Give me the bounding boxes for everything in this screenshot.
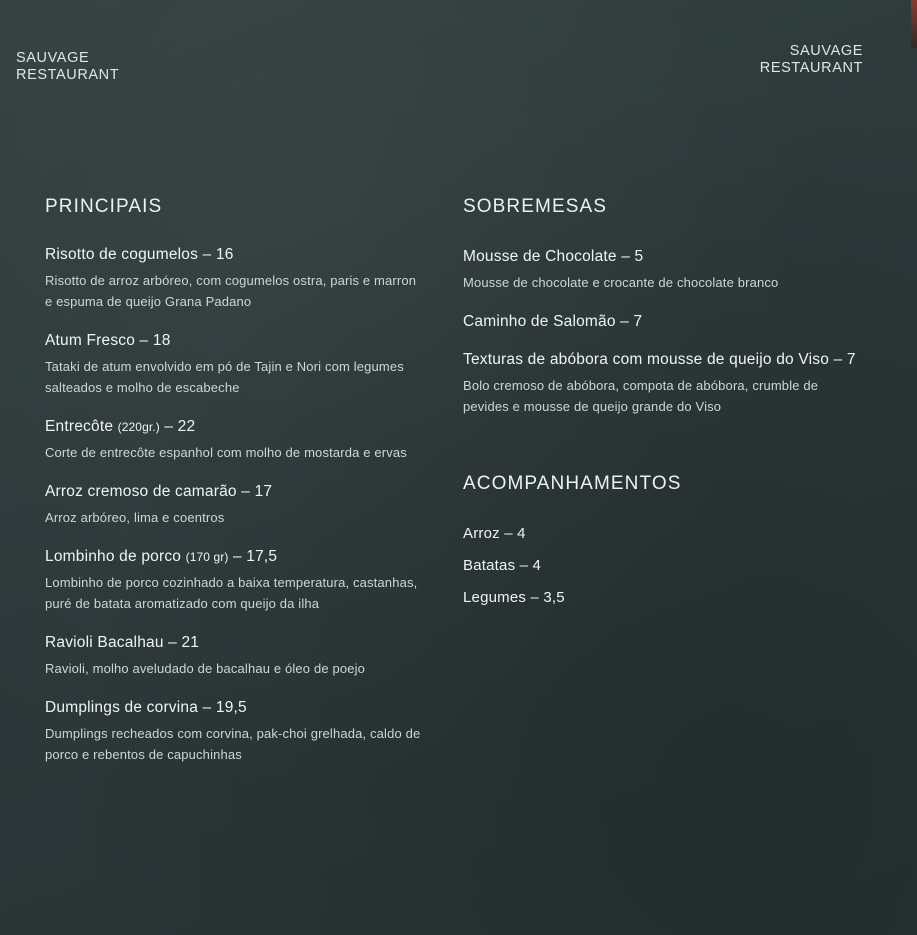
brand-line-1: SAUVAGE xyxy=(789,43,863,59)
menu-item xyxy=(45,483,435,528)
menu-item-name: Dumplings de corvina – 19,5 xyxy=(45,699,247,716)
brand-line-2: RESTAURANT xyxy=(759,60,863,76)
menu-item-name xyxy=(45,548,435,566)
menu-item xyxy=(45,634,435,679)
section-title-desserts: SOBREMESAS xyxy=(463,196,608,217)
brand-logo-left xyxy=(16,50,119,84)
menu-item-name-text: Lombinho de porco xyxy=(45,548,186,565)
menu-item-name: Mousse de Chocolate – 5 xyxy=(463,248,644,265)
menu-item xyxy=(45,548,435,614)
menu-item-description: Bolo cremoso de abóbora, compota de abóbora, crumble de pevides e mousse de queijo grande do Viso xyxy=(463,378,819,414)
menu-item xyxy=(463,313,863,331)
menu-item-name: Texturas de abóbora com mousse de queijo do Viso – 7 xyxy=(463,351,856,368)
menu-item-name: Caminho de Salomão – 7 xyxy=(463,313,643,330)
brand-line-2: RESTAURANT xyxy=(16,67,120,83)
menu-item-description: Lombinho de porco cozinhado a baixa temperatura, castanhas, puré de batata aromatizado com queijo da ilha xyxy=(45,575,418,611)
menu-item-description: Tataki de atum envolvido em pó de Tajin e Nori com legumes salteados e molho de escabeche xyxy=(45,359,404,395)
menu-item-description: Corte de entrecôte espanhol com molho de mostarda e ervas xyxy=(45,445,407,460)
menu-item-description: Mousse de chocolate e crocante de chocolate branco xyxy=(463,275,779,290)
menu-item xyxy=(463,351,863,417)
menu-item xyxy=(45,699,435,765)
menu-item xyxy=(45,332,435,398)
menu-item-description: Arroz arbóreo, lima e coentros xyxy=(45,510,225,525)
menu-item-price: – 17,5 xyxy=(228,548,278,565)
brand-line-1: SAUVAGE xyxy=(16,50,90,66)
menu-item-price: – 22 xyxy=(159,418,196,435)
page-edge-accent xyxy=(911,0,917,48)
menu-item xyxy=(45,418,435,463)
menu-item xyxy=(463,248,863,293)
menu-item-description: Dumplings recheados com corvina, pak-choi grelhada, caldo de porco e rebentos de capuchinhas xyxy=(45,726,421,762)
menu-item-name-text: Entrecôte xyxy=(45,418,118,435)
menu-item-description: Risotto de arroz arbóreo, com cogumelos ostra, paris e marron e espuma de queijo Grana Padano xyxy=(45,273,417,309)
menu-item-name: Arroz cremoso de camarão – 17 xyxy=(45,483,273,500)
menu-item-side: Legumes – 3,5 xyxy=(463,589,565,606)
section-desserts-and-sides xyxy=(463,196,863,621)
menu-item-name xyxy=(45,418,435,436)
menu-item xyxy=(45,246,435,312)
menu-item-side: Batatas – 4 xyxy=(463,557,542,574)
menu-item-name: Atum Fresco – 18 xyxy=(45,332,171,349)
menu-item-weight: (170 gr) xyxy=(185,550,229,564)
menu-item-name: Ravioli Bacalhau – 21 xyxy=(45,634,200,651)
section-title-mains: PRINCIPAIS xyxy=(45,196,163,217)
menu-item-side: Arroz – 4 xyxy=(463,525,526,542)
menu-item-description: Ravioli, molho aveludado de bacalhau e óleo de poejo xyxy=(45,661,366,676)
section-mains xyxy=(45,196,435,785)
menu-item-name: Risotto de cogumelos – 16 xyxy=(45,246,234,263)
menu-item-weight: (220gr.) xyxy=(117,420,160,434)
section-title-sides: ACOMPANHAMENTOS xyxy=(463,473,682,494)
brand-logo-right xyxy=(760,43,863,77)
